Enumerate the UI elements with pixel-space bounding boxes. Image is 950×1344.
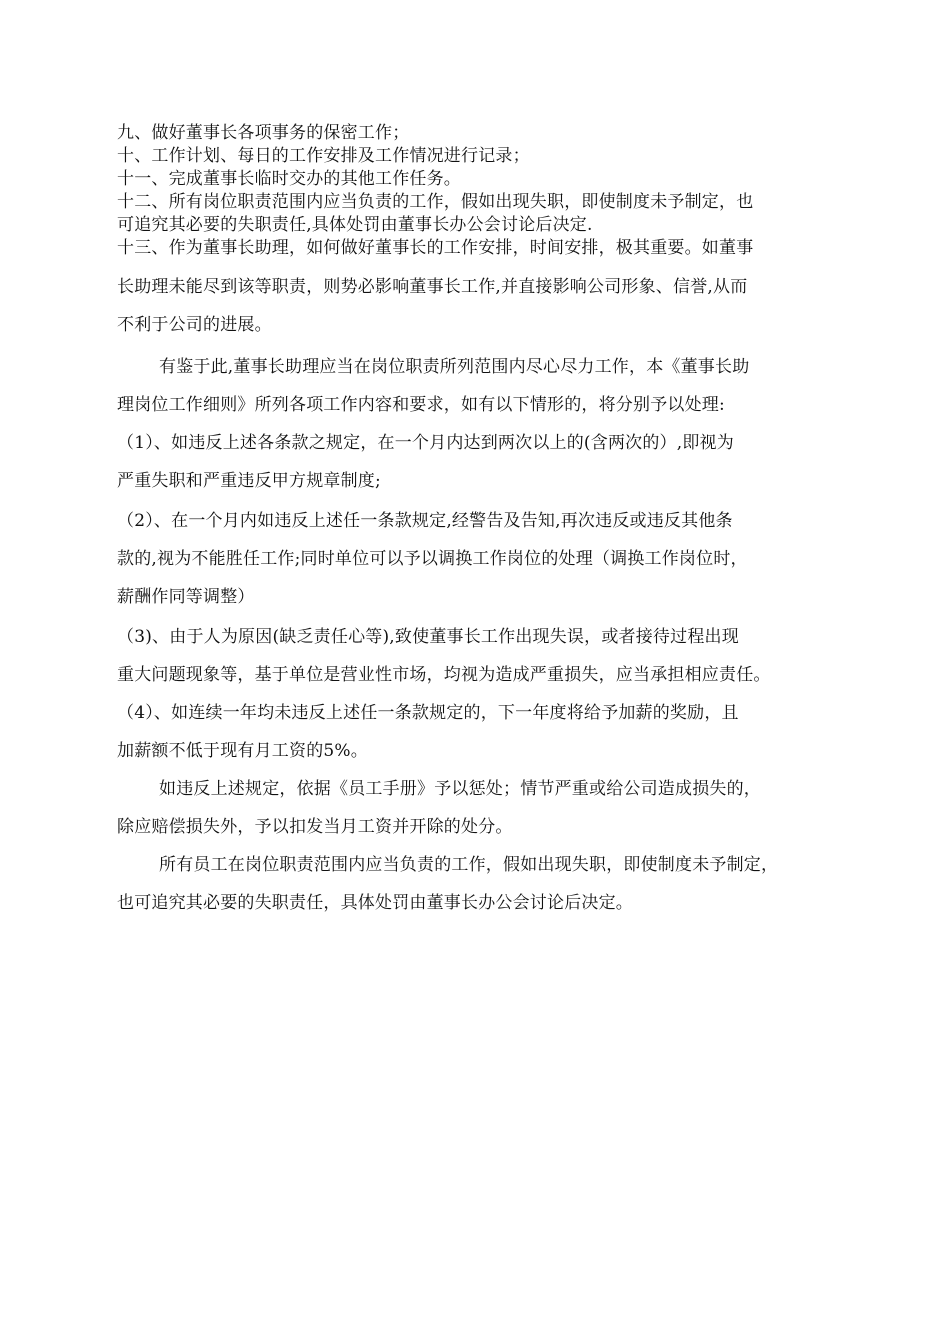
- item-12-line-2: 可追究其必要的失职责任,具体处罚由董事长办公会讨论后决定.: [117, 215, 593, 235]
- penalty-paragraph-line-1: 如违反上述规定，依据《员工手册》予以惩处；情节严重或给公司造成损失的，: [159, 779, 761, 799]
- clause-4-line-2: 加薪额不低于现有月工资的5%。: [117, 741, 368, 761]
- item-13-line-1: 十三、作为董事长助理，如何做好董事长的工作安排，时间安排，极其重要。如董事: [117, 238, 754, 258]
- item-13-line-2: 长助理未能尽到该等职责，则势必影响董事长工作,并直接影响公司形象、信誉,从而: [117, 277, 748, 297]
- clause-3-line-2: 重大问题现象等，基于单位是营业性市场，均视为造成严重损失，应当承担相应责任。: [117, 665, 771, 685]
- clause-2-line-2: 款的,视为不能胜任工作;同时单位可以予以调换工作岗位的处理（调换工作岗位时，: [117, 549, 748, 569]
- closing-paragraph: [117, 846, 843, 922]
- clause-2: [117, 502, 843, 616]
- penalty-paragraph-line-2: 除应赔偿损失外，予以扣发当月工资并开除的处分。: [117, 817, 513, 837]
- clause-4-line-1: （4）、如连续一年均未违反上述任一条款规定的，下一年度将给予加薪的奖励，且: [117, 703, 739, 723]
- clause-4: [117, 694, 843, 770]
- clause-2-line-3: 薪酬作同等调整）: [117, 587, 255, 607]
- document-body: [117, 122, 843, 922]
- clause-3-line-1: （3)、由于人为原因(缺乏责任心等),致使董事长工作出现失误，或者接待过程出现: [117, 627, 739, 647]
- clause-1-line-1: （1）、如违反上述各条款之规定，在一个月内达到两次以上的(含两次的）,即视为: [117, 433, 734, 453]
- item-10: 十、工作计划、每日的工作安排及工作情况进行记录；: [117, 146, 530, 166]
- clause-2-line-1: （2）、在一个月内如违反上述任一条款规定,经警告及告知,再次违反或违反其他条: [117, 511, 733, 531]
- item-13-line-3: 不利于公司的进展。: [117, 315, 272, 335]
- clause-3: [117, 618, 843, 694]
- clause-1-line-2: 严重失职和严重违反甲方规章制度;: [117, 471, 381, 491]
- closing-paragraph-line-2: 也可追究其必要的失职责任，具体处罚由董事长办公会讨论后决定。: [117, 893, 633, 913]
- item-13: [117, 237, 843, 344]
- clause-1: [117, 424, 843, 500]
- item-11: 十一、完成董事长临时交办的其他工作任务。: [117, 169, 461, 189]
- closing-paragraph-line-1: 所有员工在岗位职责范围内应当负责的工作，假如出现失职，即使制度未予制定，: [159, 855, 779, 875]
- intro-paragraph: [117, 348, 843, 424]
- intro-paragraph-line-2: 理岗位工作细则》所列各项工作内容和要求，如有以下情形的，将分别予以处理:: [117, 395, 725, 415]
- penalty-paragraph: [117, 770, 843, 846]
- item-12: [117, 191, 843, 237]
- item-9: 九、做好董事长各项事务的保密工作；: [117, 123, 410, 143]
- intro-paragraph-line-1: 有鉴于此,董事长助理应当在岗位职责所列范围内尽心尽力工作，本《董事长助: [159, 357, 750, 377]
- item-12-line-1: 十二、所有岗位职责范围内应当负责的工作，假如出现失职，即使制度未予制定，也: [117, 192, 754, 212]
